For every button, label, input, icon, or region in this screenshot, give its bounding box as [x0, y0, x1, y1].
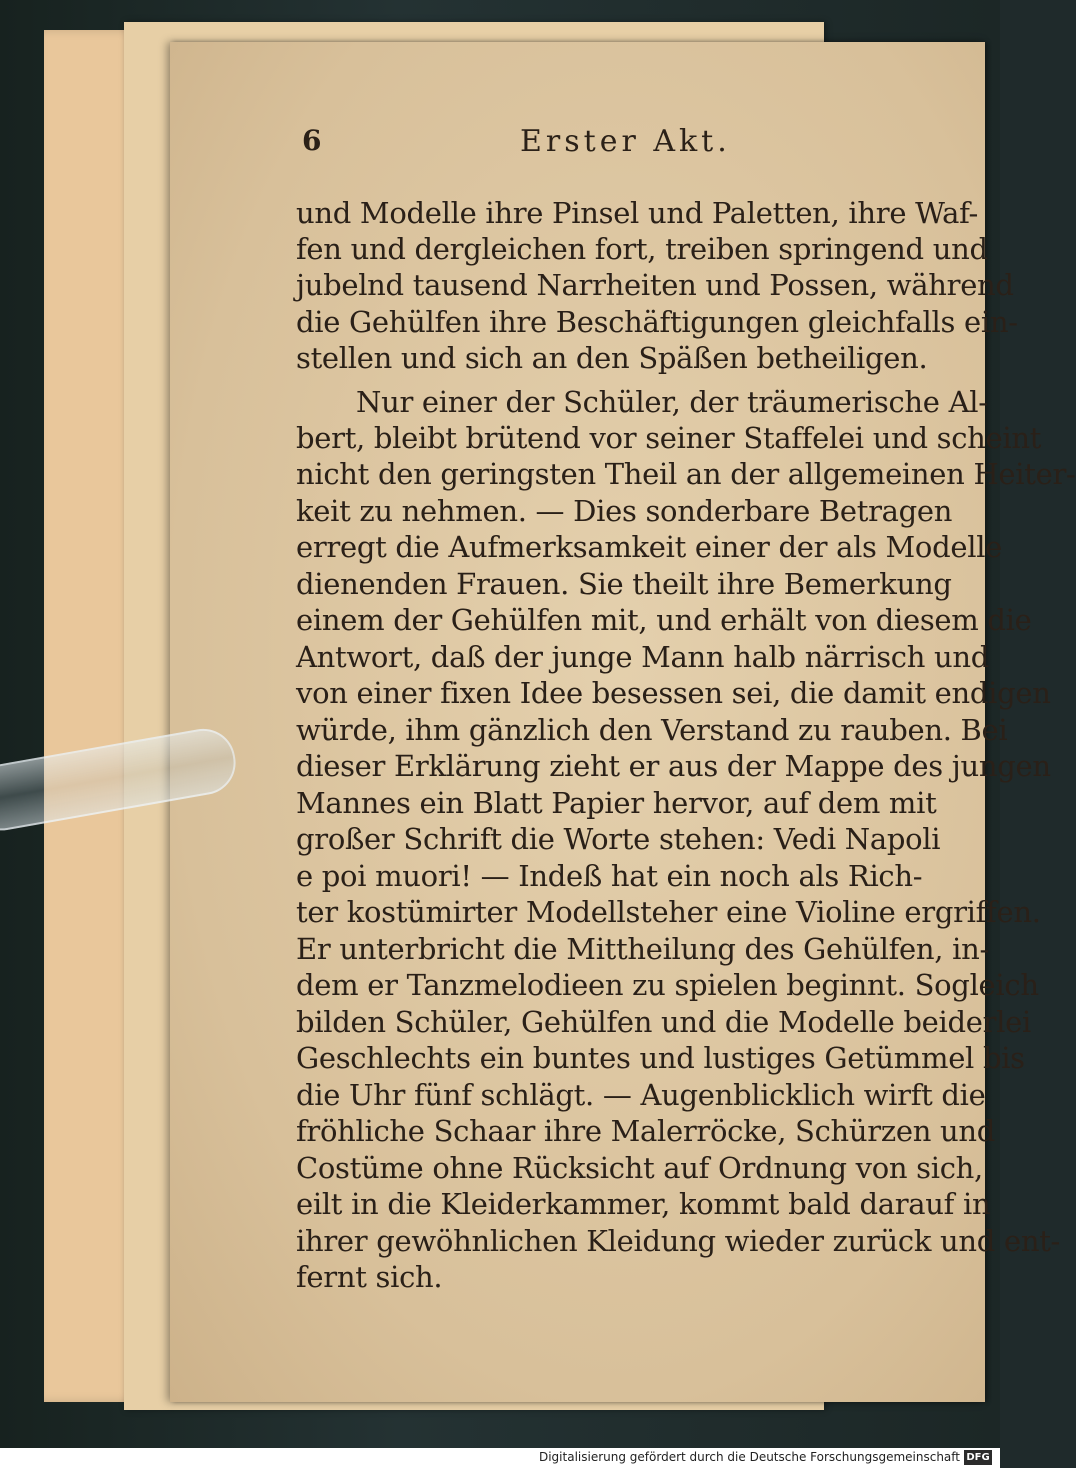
text-line: Mannes ein Blatt Papier hervor, auf dem mit — [296, 786, 937, 820]
text-line: großer Schrift die Worte stehen: Vedi Napoli — [296, 822, 941, 856]
text-line: Er unterbricht die Mittheilung des Gehülfen, in- — [296, 932, 989, 966]
text-line: dem er Tanzmelodieen zu spielen beginnt. Sogleich — [296, 968, 1039, 1002]
text-line: die Gehülfen ihre Beschäftigungen gleichfalls ein- — [296, 305, 1018, 339]
text-line: einem der Gehülfen mit, und erhält von diesem die — [296, 603, 1032, 637]
text-line: eilt in die Kleiderkammer, kommt bald darauf in — [296, 1187, 991, 1221]
text-line: fernt sich. — [296, 1260, 443, 1294]
text-line: fröhliche Schaar ihre Malerröcke, Schürzen und — [296, 1114, 996, 1148]
text-line: ihrer gewöhnlichen Kleidung wieder zurück und ent- — [296, 1224, 1061, 1258]
text-line: keit zu nehmen. — Dies sonderbare Betragen — [296, 494, 953, 528]
text-line: jubelnd tausend Narrheiten und Possen, während — [296, 268, 1014, 302]
text-line: dieser Erklärung zieht er aus der Mappe des jungen — [296, 749, 1051, 783]
text-line: nicht den geringsten Theil an der allgemeinen Heiter- — [296, 457, 1076, 491]
text-line: bilden Schüler, Gehülfen und die Modelle beiderlei — [296, 1005, 1031, 1039]
text-line: bert, bleibt brütend vor seiner Staffelei und scheint — [296, 421, 1042, 455]
text-line: Antwort, daß der junge Mann halb närrisch und — [296, 640, 990, 674]
text-line: Geschlechts ein buntes und lustiges Getümmel bis — [296, 1041, 1025, 1075]
dfg-logo: DFG — [964, 1450, 992, 1465]
text-line: von einer fixen Idee besessen sei, die damit endigen — [296, 676, 1051, 710]
text-line: ter kostümirter Modellsteher eine Violine ergriffen. — [296, 895, 1041, 929]
page-number: 6 — [302, 124, 322, 157]
text-line: stellen und sich an den Späßen betheiligen. — [296, 341, 928, 375]
running-head: Erster Akt. — [520, 124, 731, 159]
text-line: würde, ihm gänzlich den Verstand zu rauben. Bei — [296, 713, 1008, 747]
text-line: fen und dergleichen fort, treiben springend und — [296, 232, 988, 266]
text-line: erregt die Aufmerksamkeit einer der als Modelle — [296, 530, 1003, 564]
text-line: und Modelle ihre Pinsel und Paletten, ihre Waf- — [296, 196, 978, 230]
text-line: e poi muori! — Indeß hat ein noch als Rich- — [296, 859, 923, 893]
digitization-credit: Digitalisierung gefördert durch die Deutsche Forschungsgemeinschaft — [538, 1450, 960, 1464]
text-line: Nur einer der Schüler, der träumerische Al- — [356, 385, 988, 419]
text-line: Costüme ohne Rücksicht auf Ordnung von sich, — [296, 1151, 983, 1185]
text-line: die Uhr fünf schlägt. — Augenblicklich wirft die — [296, 1078, 986, 1112]
text-line: dienenden Frauen. Sie theilt ihre Bemerkung — [296, 567, 952, 601]
